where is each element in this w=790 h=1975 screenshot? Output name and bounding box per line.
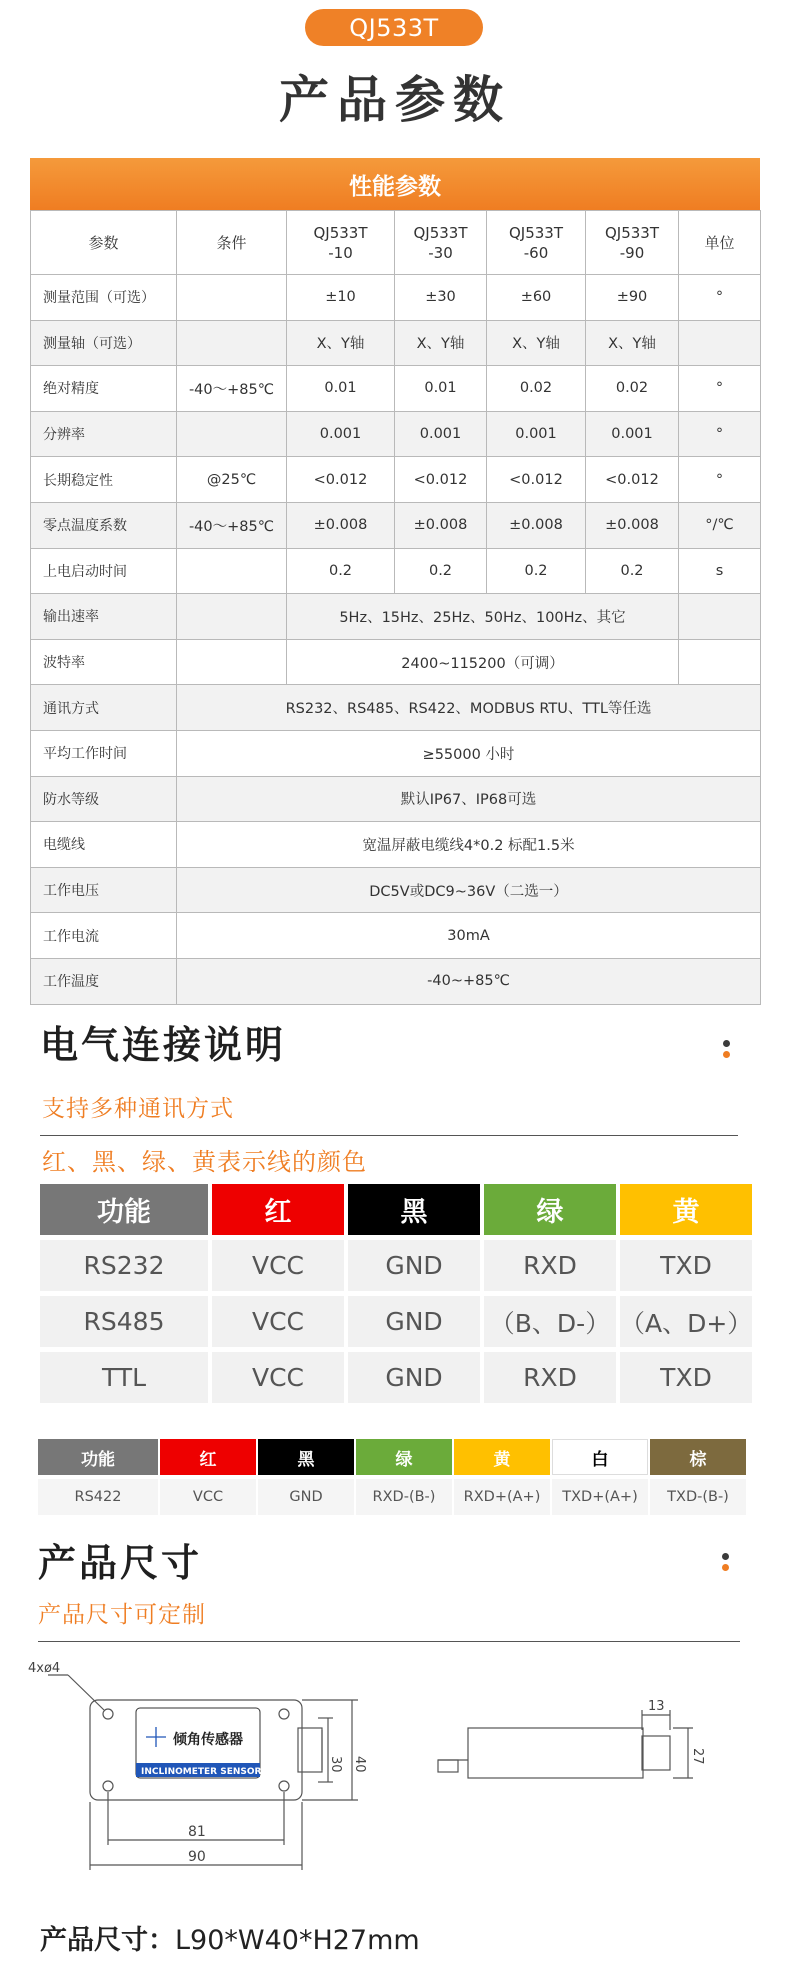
spec-unit: ° [679,457,761,503]
spec-column-header: QJ533T -10 [287,211,395,275]
spec-unit [679,639,761,685]
spec-value: ±90 [586,275,679,321]
spec-unit: °/℃ [679,502,761,548]
wire-row [40,1296,756,1347]
wire-row [40,1240,756,1291]
spec-value: 0.01 [395,366,487,412]
menu-dots-icon [722,1553,732,1575]
spec-column-header-row [31,211,761,275]
rs422-row [38,1479,762,1515]
spec-condition [177,275,287,321]
wire-color-header: 棕 [650,1439,746,1475]
spec-row [31,366,761,412]
electrical-subtitle-1: 支持多种通讯方式 [42,1096,234,1122]
spec-value: ±10 [287,275,395,321]
wire-cell: GND [348,1352,480,1403]
spec-value: 0.02 [487,366,586,412]
dim-81: 81 [188,1824,206,1840]
spec-value: 0.01 [287,366,395,412]
spec-table-container [30,158,760,1005]
spec-param-name: 平均工作时间 [31,730,177,776]
spec-column-header: QJ533T -30 [395,211,487,275]
menu-dots-icon [723,1040,733,1062]
wire-cell: GND [348,1240,480,1291]
spec-value: DC5V或DC9~36V（二选一） [177,867,761,913]
spec-column-header: 单位 [679,211,761,275]
spec-param-name: 测量轴（可选） [31,320,177,366]
spec-column-header: QJ533T -90 [586,211,679,275]
spec-value: <0.012 [287,457,395,503]
electrical-title: 电气连接说明 [40,1023,287,1067]
wire-cell: RXD [484,1352,616,1403]
dimension-label: 产品尺寸： [40,1925,175,1956]
wire-cell: VCC [212,1352,344,1403]
size-subtitle: 产品尺寸可定制 [38,1602,206,1628]
spec-row [31,730,761,776]
wire-cell: RS422 [38,1479,158,1515]
spec-row [31,275,761,321]
wire-cell: VCC [160,1479,256,1515]
spec-param-name: 分辨率 [31,411,177,457]
mount-hole-icon [279,1709,289,1719]
size-title: 产品尺寸 [38,1541,203,1585]
wire-color-header: 黑 [348,1184,480,1235]
wire-cell: VCC [212,1240,344,1291]
spec-value: X、Y轴 [287,320,395,366]
spec-row [31,685,761,731]
dim-30: 30 [328,1756,343,1773]
spec-unit [679,320,761,366]
spec-param-name: 工作电压 [31,867,177,913]
dimension-value: L90*W40*H27mm [175,1925,420,1956]
spec-param-name: 工作温度 [31,958,177,1004]
wire-row [40,1352,756,1403]
spec-condition: -40～+85℃ [177,502,287,548]
spec-value: ±30 [395,275,487,321]
wire-header-row [40,1184,756,1235]
spec-unit [679,594,761,640]
wire-cell: RXD-(B-) [356,1479,452,1515]
spec-value: 0.2 [586,548,679,594]
wire-color-header: 黄 [620,1184,752,1235]
mount-hole-icon [103,1709,113,1719]
spec-column-header: 条件 [177,211,287,275]
wire-cell: TTL [40,1352,208,1403]
spec-row [31,594,761,640]
wire-color-header: 绿 [484,1184,616,1235]
wire-cell: （B、D-） [484,1296,616,1347]
wire-color-header: 黄 [454,1439,550,1475]
spec-row [31,320,761,366]
spec-value: X、Y轴 [586,320,679,366]
spec-column-header: 参数 [31,211,177,275]
wire-cell: （A、D+） [620,1296,752,1347]
wire-cell: RS232 [40,1240,208,1291]
wire-cell: TXD [620,1240,752,1291]
spec-value: ±60 [487,275,586,321]
spec-condition: @25℃ [177,457,287,503]
spec-condition [177,548,287,594]
spec-table [30,210,761,1005]
spec-value: 0.2 [287,548,395,594]
spec-row [31,776,761,822]
sensor-label-cn: 倾角传感器 [173,1732,243,1748]
spec-value: 0.001 [586,411,679,457]
dim-90: 90 [188,1849,206,1865]
spec-row [31,548,761,594]
spec-row [31,822,761,868]
spec-value: 0.2 [487,548,586,594]
spec-value: ±0.008 [586,502,679,548]
wire-cell: GND [348,1296,480,1347]
spec-value: 2400~115200（可调） [287,639,679,685]
spec-value: ±0.008 [487,502,586,548]
spec-row [31,411,761,457]
divider [38,1641,740,1642]
spec-row [31,457,761,503]
dim-13: 13 [648,1699,665,1714]
spec-param-name: 通讯方式 [31,685,177,731]
wire-cell: RXD [484,1240,616,1291]
spec-value: ±0.008 [395,502,487,548]
mount-hole-icon [103,1781,113,1791]
spec-value: 0.001 [487,411,586,457]
spec-condition [177,639,287,685]
spec-unit: ° [679,411,761,457]
spec-value: <0.012 [487,457,586,503]
wire-cell: TXD [620,1352,752,1403]
spec-param-name: 零点温度系数 [31,502,177,548]
wire-color-header: 红 [160,1439,256,1475]
wire-cell: TXD-(B-) [650,1479,746,1515]
spec-value: 30mA [177,913,761,959]
spec-row [31,867,761,913]
spec-value: <0.012 [586,457,679,503]
spec-row [31,958,761,1004]
side-view-connector [642,1736,670,1770]
page-title: 产品参数 [279,70,511,129]
spec-condition [177,320,287,366]
spec-param-name: 长期稳定性 [31,457,177,503]
spec-value: 0.2 [395,548,487,594]
spec-value: 宽温屏蔽电缆线4*0.2 标配1.5米 [177,822,761,868]
spec-unit: s [679,548,761,594]
wire-cell: TXD+(A+) [552,1479,648,1515]
spec-unit: ° [679,275,761,321]
wire-cell: GND [258,1479,354,1515]
hole-callout: 4xø4 [28,1661,61,1676]
spec-column-header: QJ533T -60 [487,211,586,275]
spec-value: ±0.008 [287,502,395,548]
spec-value: ≥55000 小时 [177,730,761,776]
dim-40: 40 [352,1756,367,1773]
spec-param-name: 绝对精度 [31,366,177,412]
spec-value: -40~+85℃ [177,958,761,1004]
sensor-label-en: INCLINOMETER SENSOR [141,1767,262,1777]
spec-param-name: 防水等级 [31,776,177,822]
product-dimensions [40,1918,420,1957]
spec-param-name: 上电启动时间 [31,548,177,594]
spec-row [31,502,761,548]
wire-color-header: 黑 [258,1439,354,1475]
wire-color-header: 红 [212,1184,344,1235]
rs422-wire-table [38,1439,762,1519]
spec-row [31,913,761,959]
wire-color-header: 功能 [40,1184,208,1235]
spec-param-name: 输出速率 [31,594,177,640]
dimension-drawing [28,1660,768,1890]
spec-value: <0.012 [395,457,487,503]
rs422-header-row [38,1439,762,1475]
spec-value: 0.001 [287,411,395,457]
spec-table-header: 性能参数 [30,158,760,210]
spec-condition: -40～+85℃ [177,366,287,412]
electrical-subtitle-2: 红、黑、绿、黄表示线的颜色 [42,1148,367,1176]
model-badge: QJ533T [305,9,483,46]
wire-cell: VCC [212,1296,344,1347]
side-view-body [468,1728,643,1778]
spec-condition [177,411,287,457]
spec-value: 0.02 [586,366,679,412]
spec-param-name: 工作电流 [31,913,177,959]
spec-condition [177,594,287,640]
spec-param-name: 测量范围（可选） [31,275,177,321]
wire-cell: RS485 [40,1296,208,1347]
spec-value: 默认IP67、IP68可选 [177,776,761,822]
wire-color-table [40,1184,756,1408]
dim-27: 27 [690,1748,705,1765]
spec-value: X、Y轴 [395,320,487,366]
wire-color-header: 白 [552,1439,648,1475]
spec-value: RS232、RS485、RS422、MODBUS RTU、TTL等任选 [177,685,761,731]
spec-param-name: 电缆线 [31,822,177,868]
spec-row [31,639,761,685]
wire-cell: RXD+(A+) [454,1479,550,1515]
spec-value: 5Hz、15Hz、25Hz、50Hz、100Hz、其它 [287,594,679,640]
spec-param-name: 波特率 [31,639,177,685]
wire-color-header: 绿 [356,1439,452,1475]
spec-value: 0.001 [395,411,487,457]
spec-unit: ° [679,366,761,412]
divider [40,1135,738,1136]
wire-color-header: 功能 [38,1439,158,1475]
mount-hole-icon [279,1781,289,1791]
spec-value: X、Y轴 [487,320,586,366]
